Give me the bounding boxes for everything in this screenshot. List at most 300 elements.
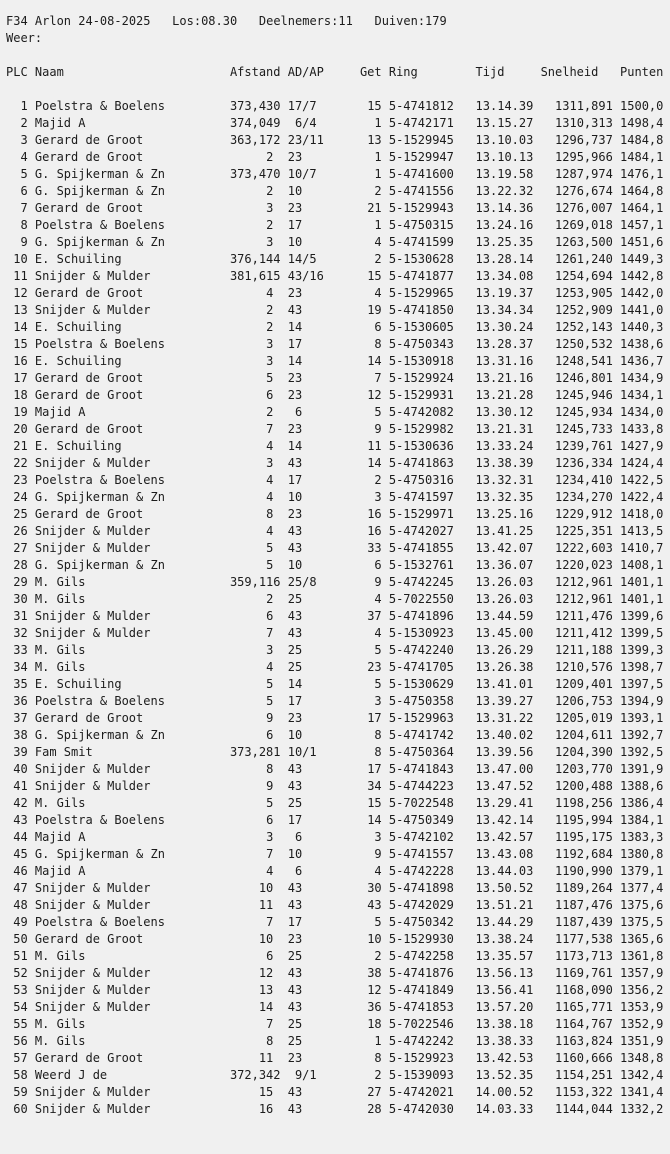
col-header-afstand: Afstand <box>229 65 281 79</box>
cell-points: 1394,9 <box>620 694 664 708</box>
cell-time: 13.29.41 <box>475 796 534 810</box>
cell-place: 52 <box>13 966 28 980</box>
cell-speed: 1144,044 <box>555 1102 613 1116</box>
cell-time: 13.40.02 <box>475 728 534 742</box>
cell-get: 38 <box>367 966 382 980</box>
cell-adap: 43 <box>287 966 303 980</box>
cell-speed: 1189,264 <box>555 881 613 895</box>
cell-place: 4 <box>20 150 28 164</box>
table-row <box>6 421 670 438</box>
cell-distance: 2 <box>266 150 281 164</box>
cell-ring: 5-4750349 <box>388 813 454 827</box>
table-row <box>6 523 670 540</box>
cell-points: 1408,1 <box>620 558 664 572</box>
cell-speed: 1206,753 <box>555 694 613 708</box>
cell-time: 13.26.03 <box>475 592 534 606</box>
cell-adap: 10 <box>287 847 303 861</box>
cell-speed: 1276,674 <box>555 184 613 198</box>
cell-speed: 1195,994 <box>555 813 613 827</box>
cell-time: 13.41.01 <box>475 677 534 691</box>
cell-name: Majid A <box>34 405 86 419</box>
cell-adap: 14 <box>287 439 303 453</box>
cell-get: 27 <box>367 1085 382 1099</box>
cell-points: 1386,4 <box>620 796 664 810</box>
cell-time: 13.25.16 <box>475 507 534 521</box>
cell-speed: 1209,401 <box>555 677 613 691</box>
table-row <box>6 863 670 880</box>
table-row <box>6 846 670 863</box>
cell-get: 2 <box>374 1068 382 1082</box>
cell-place: 20 <box>13 422 28 436</box>
cell-speed: 1254,694 <box>555 269 613 283</box>
cell-adap: 17 <box>287 218 303 232</box>
cell-ring: 5-4741863 <box>388 456 454 470</box>
cell-adap: 17 <box>287 473 303 487</box>
table-row <box>6 1101 670 1118</box>
cell-name: E. Schuiling <box>34 677 122 691</box>
cell-place: 11 <box>13 269 28 283</box>
cell-distance: 4 <box>266 286 281 300</box>
cell-ring: 5-4741850 <box>388 303 454 317</box>
cell-adap: 43 <box>287 779 303 793</box>
cell-speed: 1190,990 <box>555 864 613 878</box>
cell-distance: 7 <box>266 422 281 436</box>
cell-distance: 373,470 <box>229 167 281 181</box>
cell-speed: 1225,351 <box>555 524 613 538</box>
cell-distance: 5 <box>266 677 281 691</box>
blank-line <box>6 47 670 64</box>
cell-get: 15 <box>367 269 382 283</box>
cell-place: 35 <box>13 677 28 691</box>
cell-get: 5 <box>374 405 382 419</box>
cell-speed: 1211,412 <box>555 626 613 640</box>
cell-time: 13.56.41 <box>475 983 534 997</box>
cell-ring: 5-4742228 <box>388 864 454 878</box>
cell-get: 21 <box>367 201 382 215</box>
table-row <box>6 795 670 812</box>
cell-points: 1500,0 <box>620 99 664 113</box>
cell-place: 22 <box>13 456 28 470</box>
table-row <box>6 540 670 557</box>
cell-get: 4 <box>374 592 382 606</box>
cell-name: Snijder & Mulder <box>34 762 151 776</box>
cell-adap: 43 <box>287 524 303 538</box>
cell-points: 1442,0 <box>620 286 664 300</box>
cell-get: 4 <box>374 864 382 878</box>
cell-distance: 5 <box>266 694 281 708</box>
cell-place: 60 <box>13 1102 28 1116</box>
cell-points: 1424,4 <box>620 456 664 470</box>
cell-get: 2 <box>374 252 382 266</box>
cell-distance: 2 <box>266 184 281 198</box>
cell-ring: 5-4750364 <box>388 745 454 759</box>
cell-speed: 1295,966 <box>555 150 613 164</box>
table-row <box>6 574 670 591</box>
cell-place: 40 <box>13 762 28 776</box>
cell-ring: 5-4741742 <box>388 728 454 742</box>
cell-time: 13.41.25 <box>475 524 534 538</box>
cell-points: 1464,8 <box>620 184 664 198</box>
cell-ring: 5-1530636 <box>388 439 454 453</box>
cell-get: 17 <box>367 711 382 725</box>
cell-time: 13.42.53 <box>475 1051 534 1065</box>
cell-ring: 5-4742029 <box>388 898 454 912</box>
table-row <box>6 506 670 523</box>
cell-name: Snijder & Mulder <box>34 881 151 895</box>
cell-place: 33 <box>13 643 28 657</box>
cell-name: E. Schuiling <box>34 320 122 334</box>
table-row <box>6 557 670 574</box>
cell-name: Fam Smit <box>34 745 93 759</box>
cell-points: 1457,1 <box>620 218 664 232</box>
cell-ring: 5-4744223 <box>388 779 454 793</box>
cell-place: 29 <box>13 575 28 589</box>
cell-time: 14.03.33 <box>475 1102 534 1116</box>
cell-name: M. Gils <box>34 949 86 963</box>
cell-speed: 1212,961 <box>555 592 613 606</box>
cell-name: Majid A <box>34 116 86 130</box>
table-row <box>6 982 670 999</box>
cell-name: Gerard de Groot <box>34 507 144 521</box>
cell-distance: 11 <box>258 1051 281 1065</box>
cell-get: 1 <box>374 116 382 130</box>
cell-place: 17 <box>13 371 28 385</box>
cell-speed: 1169,761 <box>555 966 613 980</box>
cell-get: 2 <box>374 473 382 487</box>
table-row <box>6 251 670 268</box>
cell-adap: 23/11 <box>287 133 324 147</box>
table-row <box>6 285 670 302</box>
cell-get: 8 <box>374 728 382 742</box>
table-row <box>6 1050 670 1067</box>
cell-place: 56 <box>13 1034 28 1048</box>
cell-points: 1353,9 <box>620 1000 664 1014</box>
table-row <box>6 965 670 982</box>
table-row <box>6 914 670 931</box>
cell-name: G. Spijkerman & Zn <box>34 847 165 861</box>
cell-time: 13.56.13 <box>475 966 534 980</box>
cell-distance: 12 <box>258 966 281 980</box>
cell-adap: 23 <box>287 150 303 164</box>
cell-name: Snijder & Mulder <box>34 983 151 997</box>
cell-name: E. Schuiling <box>34 252 122 266</box>
cell-points: 1418,0 <box>620 507 664 521</box>
cell-name: M. Gils <box>34 592 86 606</box>
cell-distance: 6 <box>266 813 281 827</box>
cell-ring: 5-4741599 <box>388 235 454 249</box>
cell-ring: 5-4742242 <box>388 1034 454 1048</box>
cell-get: 12 <box>367 983 382 997</box>
cell-place: 46 <box>13 864 28 878</box>
cell-get: 11 <box>367 439 382 453</box>
table-row <box>6 608 670 625</box>
table-row <box>6 302 670 319</box>
cell-speed: 1160,666 <box>555 1051 613 1065</box>
cell-speed: 1263,500 <box>555 235 613 249</box>
cell-ring: 5-1529924 <box>388 371 454 385</box>
cell-distance: 6 <box>266 388 281 402</box>
cell-name: Gerard de Groot <box>34 422 144 436</box>
cell-points: 1433,8 <box>620 422 664 436</box>
cell-speed: 1234,270 <box>555 490 613 504</box>
cell-place: 21 <box>13 439 28 453</box>
blank-line <box>6 81 670 98</box>
cell-speed: 1296,737 <box>555 133 613 147</box>
cell-adap: 25 <box>287 1034 303 1048</box>
cell-speed: 1252,909 <box>555 303 613 317</box>
cell-points: 1357,9 <box>620 966 664 980</box>
cell-time: 13.14.36 <box>475 201 534 215</box>
cell-ring: 5-7022550 <box>388 592 454 606</box>
cell-speed: 1210,576 <box>555 660 613 674</box>
cell-time: 13.26.29 <box>475 643 534 657</box>
cell-time: 13.33.24 <box>475 439 534 453</box>
cell-time: 13.28.37 <box>475 337 534 351</box>
cell-time: 13.38.18 <box>475 1017 534 1031</box>
cell-adap: 43 <box>287 626 303 640</box>
cell-ring: 5-1529923 <box>388 1051 454 1065</box>
cell-distance: 376,144 <box>229 252 281 266</box>
cell-place: 41 <box>13 779 28 793</box>
cell-time: 13.24.16 <box>475 218 534 232</box>
cell-time: 13.38.33 <box>475 1034 534 1048</box>
cell-points: 1399,5 <box>620 626 664 640</box>
cell-get: 1 <box>374 1034 382 1048</box>
cell-adap: 17 <box>287 813 303 827</box>
cell-points: 1401,1 <box>620 575 664 589</box>
cell-distance: 5 <box>266 541 281 555</box>
cell-speed: 1229,912 <box>555 507 613 521</box>
cell-name: Poelstra & Boelens <box>34 915 165 929</box>
cell-ring: 5-1530605 <box>388 320 454 334</box>
cell-place: 57 <box>13 1051 28 1065</box>
cell-points: 1498,4 <box>620 116 664 130</box>
cell-place: 48 <box>13 898 28 912</box>
cell-place: 5 <box>20 167 28 181</box>
cell-ring: 5-1530628 <box>388 252 454 266</box>
cell-place: 36 <box>13 694 28 708</box>
cell-speed: 1212,961 <box>555 575 613 589</box>
cell-distance: 363,172 <box>229 133 281 147</box>
table-row <box>6 710 670 727</box>
cell-name: Snijder & Mulder <box>34 966 151 980</box>
cell-points: 1352,9 <box>620 1017 664 1031</box>
cell-speed: 1236,334 <box>555 456 613 470</box>
cell-place: 42 <box>13 796 28 810</box>
cell-ring: 5-1529945 <box>388 133 454 147</box>
cell-points: 1434,9 <box>620 371 664 385</box>
cell-ring: 5-4741556 <box>388 184 454 198</box>
cell-distance: 4 <box>266 660 281 674</box>
cell-get: 4 <box>374 235 382 249</box>
cell-adap: 14/5 <box>287 252 317 266</box>
cell-get: 14 <box>367 456 382 470</box>
cell-distance: 2 <box>266 218 281 232</box>
cell-distance: 8 <box>266 762 281 776</box>
table-row <box>6 880 670 897</box>
cell-distance: 2 <box>266 303 281 317</box>
cell-speed: 1204,390 <box>555 745 613 759</box>
table-row <box>6 1067 670 1084</box>
cell-distance: 3 <box>266 235 281 249</box>
cell-distance: 10 <box>258 881 281 895</box>
cell-ring: 5-1529971 <box>388 507 454 521</box>
cell-points: 1365,6 <box>620 932 664 946</box>
col-header-punten: Punten <box>620 65 664 79</box>
cell-speed: 1211,188 <box>555 643 613 657</box>
cell-get: 9 <box>374 575 382 589</box>
cell-name: M. Gils <box>34 660 86 674</box>
cell-place: 8 <box>20 218 28 232</box>
cell-adap: 25 <box>287 796 303 810</box>
cell-ring: 5-1529930 <box>388 932 454 946</box>
table-row <box>6 897 670 914</box>
cell-ring: 5-4742030 <box>388 1102 454 1116</box>
cell-distance: 373,430 <box>229 99 281 113</box>
cell-get: 18 <box>367 1017 382 1031</box>
cell-time: 13.32.31 <box>475 473 534 487</box>
cell-speed: 1311,891 <box>555 99 613 113</box>
cell-time: 13.42.07 <box>475 541 534 555</box>
cell-time: 13.34.08 <box>475 269 534 283</box>
cell-adap: 10/1 <box>287 745 317 759</box>
cell-place: 2 <box>20 116 28 130</box>
table-row <box>6 591 670 608</box>
cell-time: 13.22.32 <box>475 184 534 198</box>
cell-adap: 23 <box>287 388 303 402</box>
cell-speed: 1269,018 <box>555 218 613 232</box>
cell-place: 45 <box>13 847 28 861</box>
cell-get: 19 <box>367 303 382 317</box>
table-row <box>6 744 670 761</box>
cell-speed: 1205,019 <box>555 711 613 725</box>
cell-time: 13.32.35 <box>475 490 534 504</box>
cell-points: 1397,5 <box>620 677 664 691</box>
cell-name: Snijder & Mulder <box>34 269 151 283</box>
cell-points: 1451,6 <box>620 235 664 249</box>
cell-get: 12 <box>367 388 382 402</box>
cell-name: Gerard de Groot <box>34 711 144 725</box>
cell-get: 4 <box>374 626 382 640</box>
col-header-naam: Naam <box>34 65 64 79</box>
cell-adap: 10 <box>287 728 303 742</box>
cell-distance: 8 <box>266 507 281 521</box>
cell-points: 1440,3 <box>620 320 664 334</box>
cell-ring: 5-4741600 <box>388 167 454 181</box>
cell-place: 23 <box>13 473 28 487</box>
cell-points: 1342,4 <box>620 1068 664 1082</box>
cell-ring: 5-4741843 <box>388 762 454 776</box>
cell-points: 1410,7 <box>620 541 664 555</box>
cell-get: 3 <box>374 490 382 504</box>
cell-speed: 1245,946 <box>555 388 613 402</box>
cell-get: 36 <box>367 1000 382 1014</box>
cell-time: 13.42.57 <box>475 830 534 844</box>
cell-distance: 6 <box>266 728 281 742</box>
cell-ring: 5-4741849 <box>388 983 454 997</box>
cell-points: 1434,0 <box>620 405 664 419</box>
cell-adap: 17/7 <box>287 99 317 113</box>
cell-distance: 5 <box>266 558 281 572</box>
cell-speed: 1245,934 <box>555 405 613 419</box>
cell-points: 1422,4 <box>620 490 664 504</box>
cell-adap: 23 <box>287 711 303 725</box>
table-row <box>6 115 670 132</box>
cell-time: 13.34.34 <box>475 303 534 317</box>
cell-distance: 9 <box>266 779 281 793</box>
cell-time: 13.15.27 <box>475 116 534 130</box>
cell-adap: 9/1 <box>287 1068 317 1082</box>
cell-place: 1 <box>20 99 28 113</box>
results-header-row <box>6 64 670 81</box>
cell-get: 16 <box>367 524 382 538</box>
cell-place: 43 <box>13 813 28 827</box>
cell-name: Poelstra & Boelens <box>34 813 165 827</box>
cell-time: 13.21.31 <box>475 422 534 436</box>
cell-distance: 11 <box>258 898 281 912</box>
cell-adap: 10 <box>287 184 303 198</box>
cell-place: 54 <box>13 1000 28 1014</box>
cell-time: 14.00.52 <box>475 1085 534 1099</box>
cell-name: G. Spijkerman & Zn <box>34 728 165 742</box>
cell-place: 25 <box>13 507 28 521</box>
cell-distance: 359,116 <box>229 575 281 589</box>
cell-points: 1484,8 <box>620 133 664 147</box>
cell-ring: 5-4742245 <box>388 575 454 589</box>
cell-speed: 1276,007 <box>555 201 613 215</box>
cell-ring: 5-4750342 <box>388 915 454 929</box>
table-row <box>6 676 670 693</box>
cell-place: 58 <box>13 1068 28 1082</box>
cell-points: 1442,8 <box>620 269 664 283</box>
cell-adap: 25 <box>287 1017 303 1031</box>
cell-speed: 1261,240 <box>555 252 613 266</box>
cell-name: Poelstra & Boelens <box>34 99 165 113</box>
col-header-get: Get <box>359 65 382 79</box>
cell-adap: 17 <box>287 337 303 351</box>
cell-get: 2 <box>374 184 382 198</box>
cell-adap: 43 <box>287 303 303 317</box>
cell-adap: 23 <box>287 371 303 385</box>
cell-ring: 5-1529982 <box>388 422 454 436</box>
cell-speed: 1250,532 <box>555 337 613 351</box>
cell-time: 13.31.16 <box>475 354 534 368</box>
cell-time: 13.21.16 <box>475 371 534 385</box>
cell-place: 38 <box>13 728 28 742</box>
cell-speed: 1220,023 <box>555 558 613 572</box>
cell-points: 1464,1 <box>620 201 664 215</box>
cell-name: Gerard de Groot <box>34 286 144 300</box>
cell-place: 32 <box>13 626 28 640</box>
cell-points: 1434,1 <box>620 388 664 402</box>
table-row <box>6 693 670 710</box>
participants-count: Deelnemers:11 <box>258 14 353 28</box>
cell-time: 13.30.24 <box>475 320 534 334</box>
cell-adap: 17 <box>287 694 303 708</box>
cell-name: G. Spijkerman & Zn <box>34 167 165 181</box>
cell-name: G. Spijkerman & Zn <box>34 558 165 572</box>
cell-adap: 6 <box>287 405 303 419</box>
cell-points: 1392,7 <box>620 728 664 742</box>
cell-points: 1393,1 <box>620 711 664 725</box>
cell-adap: 43/16 <box>287 269 324 283</box>
table-row <box>6 1033 670 1050</box>
cell-time: 13.51.21 <box>475 898 534 912</box>
cell-name: Majid A <box>34 864 86 878</box>
table-row <box>6 336 670 353</box>
cell-distance: 4 <box>266 864 281 878</box>
cell-ring: 5-4741876 <box>388 966 454 980</box>
